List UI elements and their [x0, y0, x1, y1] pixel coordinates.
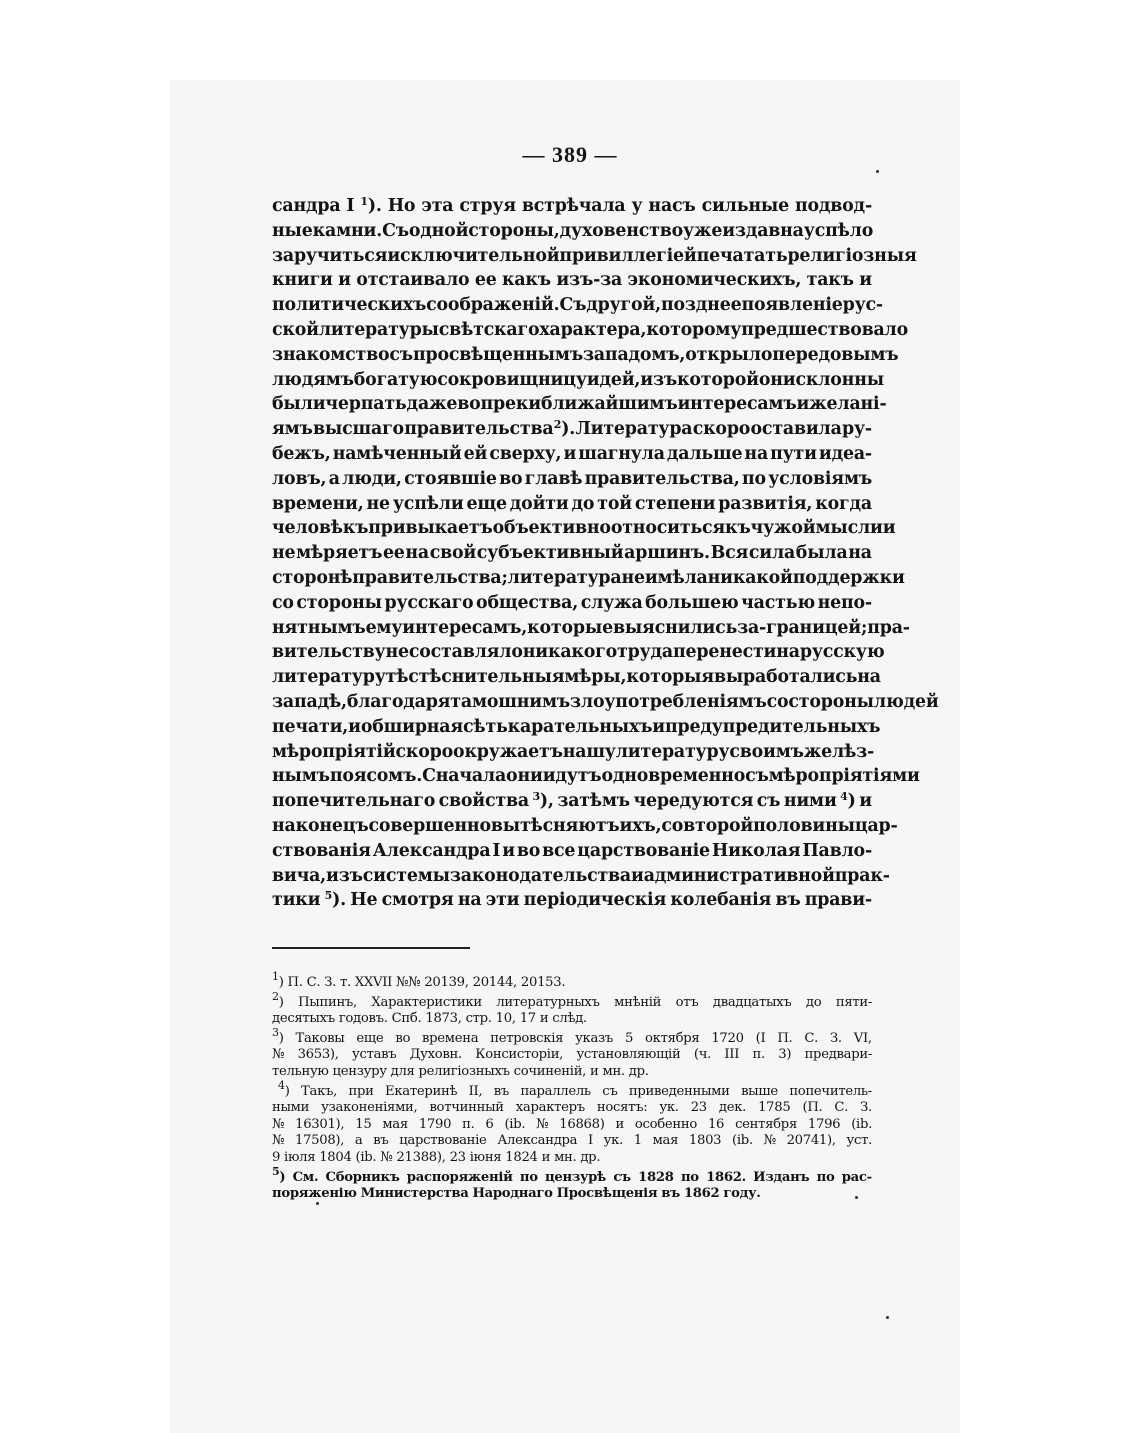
scan-speck	[876, 170, 879, 173]
text-line: ловъ, а люди, стоявшіе во главѣ правительства, по условіямъ	[272, 468, 872, 489]
text-line: наконецъ совершенно вытѣсняютъ ихъ, со второй половины цар-	[272, 815, 898, 836]
text-line: западѣ, благодаря тамошнимъ злоупотребленіямъ со стороны людей	[272, 691, 939, 712]
text-line: нятнымъ ему интересамъ, которые выяснились за-границей; пра-	[272, 617, 910, 638]
text-line: бежъ, намѣченный ей сверху, и шагнула дальше на пути идеа-	[272, 443, 872, 464]
footnote-line: ными узаконеніями, вотчинный характеръ носятъ: ук. 23 дек. 1785 (П. С. З.	[272, 1100, 872, 1116]
text-line: тики $^5$). Не смотря на эти періодическія колебанія въ прави-	[272, 889, 872, 911]
text-line: сторонѣ правительства; литература не имѣла никакой поддержки	[272, 567, 905, 588]
text-line: литературу тѣ стѣснительныя мѣры, которыя выработались на	[272, 667, 881, 688]
footnote-line: № 17508), а въ царствованіе Александра I ук. 1 мая 1803 (ib. № 20741), уст.	[272, 1133, 872, 1149]
footnote-line: $^5$) См. Сборникъ распоряженій по цензурѣ съ 1828 по 1862. Изданъ по рас-	[272, 1164, 872, 1185]
text-line: со стороны русскаго общества, служа большею частью непо-	[272, 592, 872, 613]
text-line: мѣропріятій скоро окружаетъ нашу литературу своимъ желѣз-	[272, 741, 875, 762]
footnote-line: $^4$) Такъ, при Екатеринѣ II, въ параллель съ приведенными выше попечитель-	[278, 1078, 872, 1099]
scan-speck	[855, 1196, 858, 1199]
text-line: нымъ поясомъ. Сначала они идутъ одновременно съ мѣропріятіями	[272, 766, 920, 787]
footnote-line: поряженію Министерства Народнаго Просвѣщенія въ 1862 году.	[272, 1186, 761, 1202]
text-line: ской литературы свѣтскаго характера, которому предшествовало	[272, 319, 909, 340]
text-line: ямъ высшаго правительства $^2$). Литература скоро оставила ру-	[272, 418, 872, 440]
text-line: времени, не успѣли еще дойти до той степени развитія, когда	[272, 493, 872, 514]
text-line: сандра I $^1$). Но эта струя встрѣчала у насъ сильные подвод-	[272, 195, 872, 216]
footnote-line: $^3$) Таковы еще во времена петровскія указъ 5 октября 1720 (I П. С. З. VI,	[272, 1025, 872, 1046]
text-line: книги и отстаивало ее какъ изъ-за экономическихъ, такъ и	[272, 270, 872, 291]
footnote-line: $^1$) П. С. З. т. XXVII №№ 20139, 20144, 20153.	[272, 970, 566, 990]
text-line: были черпать даже вопреки ближайшимъ интересамъ и желані-	[272, 394, 887, 415]
text-line: людямъ богатую сокровищницу идей, изъ которой они склонны	[272, 369, 884, 390]
page-number: — 389 —	[522, 142, 618, 167]
footnote-line: № 3653), уставъ Духовн. Консисторіи, установляющій (ч. III п. 3) предвари-	[272, 1047, 872, 1063]
footnote-line: № 16301), 15 мая 1790 п. 6 (ib. № 16868) и особенно 16 сентября 1796 (ib.	[272, 1116, 872, 1132]
text-line: попечительнаго свойства $^3$), затѣмъ чередуются съ ними $^4$) и	[272, 790, 872, 812]
body-text	[272, 194, 939, 913]
text-line: ные камни. Съ одной стороны, духовенство уже издавна успѣло	[272, 220, 874, 241]
text-line: политическихъ соображеній. Съ другой, позднее появленіе рус-	[272, 295, 883, 316]
footnote-separator	[272, 947, 470, 949]
footnote-line: десятыхъ годовъ. Спб. 1873, стр. 10, 17 и слѣд.	[272, 1011, 587, 1027]
text-line: знакомство съ просвѣщеннымъ западомъ, открыло передовымъ	[272, 344, 899, 365]
footnotes	[272, 970, 872, 1203]
footnote-line: 9 іюля 1804 (ib. № 21388), 23 іюня 1824 и мн. др.	[272, 1149, 601, 1165]
text-line: вича, изъ системы законодательства и административной прак-	[272, 865, 890, 886]
text-line: человѣкъ привыкаетъ объективно относиться къ чужой мысли и	[272, 518, 896, 539]
text-line: не мѣряетъ ее на свой субъективный аршинъ. Вся сила была на	[272, 543, 872, 564]
text-line: ствованія Александра I и во все царствованіе Николая Павло-	[272, 840, 872, 861]
footnote-line: тельную цензуру для религіозныхъ сочиненій, и мн. др.	[272, 1063, 649, 1079]
text-line: вительству не составляло никакого труда перенести на русскую	[272, 642, 885, 663]
footnote-line: $^2$) Пыпинъ, Характеристики литературныхъ мнѣній отъ двадцатыхъ до пяти-	[272, 989, 872, 1010]
text-line: печати, и обширная сѣть карательныхъ и предупредительныхъ	[272, 716, 881, 737]
text-line: заручиться исключительной привиллегіей печатать религіозныя	[272, 245, 917, 266]
scan-speck	[316, 1202, 319, 1205]
scan-speck	[886, 1316, 889, 1319]
